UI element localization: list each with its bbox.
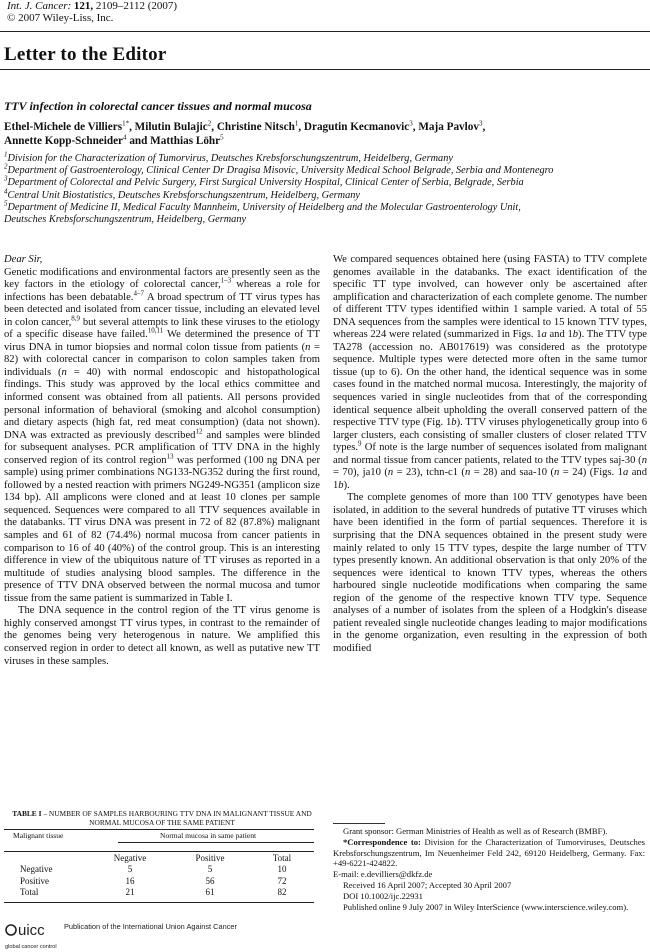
author-affiliation-marker: 1*	[122, 119, 130, 128]
table-cell: 72	[277, 875, 287, 886]
table-cell: 56	[205, 875, 215, 886]
author-name: Ethel-Michele de Villiers	[4, 121, 123, 133]
body-paragraph: The DNA sequence in the control region of the TT virus genome is highly conserved amongst TT virus types, in contrast to the remainder of the genomes being very heterogenous in nature. We amplified this conserved region in order to detect all known, as well as putative new TT viruses in these samples.	[4, 605, 320, 667]
article-title: TTV infection in colorectal cancer tissues and normal mucosa	[4, 99, 312, 113]
table-head-malignant: Malignant tissue	[13, 831, 64, 840]
publication-line: Publication of the International Union Against Cancer	[64, 922, 237, 931]
salutation: Dear Sir,	[4, 254, 43, 265]
correspondence-text: Division for the Characterization of Tumorviruses, Deutsches Krebsforschungszentrum, Im Neuenheimer Feld 242, 69120 Heidelberg, Germany. Fax: +49-6221-424822.	[333, 836, 645, 869]
affiliation-list	[4, 150, 649, 226]
author-list: Ethel-Michele de Villiers$^{1*}$, Milutin Bulajic$^2$, Christine Nitsch$^1$, Dragutin Kecmanovic$^3$, Maja Pavlov$^3$, Annette Kopp-Schneider$^4$ and Matthias Löhr$^5$	[4, 119, 486, 147]
right-column	[333, 254, 647, 656]
author-name: Dragutin Kecmanovic	[303, 121, 410, 133]
table-row-label: Negative	[20, 864, 53, 874]
table-column-header: Negative	[113, 853, 147, 863]
affiliation: $^5$Department of Medicine II, Medical Faculty Mannheim, University of Heidelberg and the Molecular Gastroenterology Unit,	[4, 199, 521, 213]
author-affiliation-marker: 1	[294, 119, 299, 128]
section-title: Letter to the Editor	[4, 44, 167, 65]
doi-footnote: DOI 10.1002/ijc.22931	[343, 890, 423, 901]
journal-name: Int. J. Cancer:	[7, 0, 72, 12]
table-cell: 16	[125, 875, 135, 886]
table-title: – NUMBER OF SAMPLES HARBOURING TTV DNA IN MALIGNANT TISSUE AND NORMAL MUCOSA OF THE SAME PATIENT	[43, 809, 312, 827]
correspondence-label: *Correspondence to:	[343, 836, 421, 847]
table-cell: 10	[277, 864, 287, 874]
body-paragraph: The complete genomes of more than 100 TTV genotypes have been isolated, in addition to the several hundreds of putative TT viruses which have been identified in the form of partial sequences. Therefore it is surprising that the DNA sequences obtained in the present study were mainly related to only 15 TTV types, despite the large number of TTV types presently known. An additional observation is that only 20% of the sequences were identical to known TTV types, whereas the others harboured single nucleotide modifications when comparing the same region of the genome of the respective known TTV type. Sequence analyses of a number of isolates from the spleen of a Hodgkin's disease patient revealed single nucleotide changes leading to major modifications in the genome organization, even resulting in the expression of both modified	[333, 492, 647, 654]
footnote-rule	[333, 823, 385, 824]
left-column	[4, 254, 320, 668]
table-row-label: Positive	[20, 875, 50, 886]
table-cell: 21	[125, 887, 135, 897]
logo-subtitle: global cancer control	[5, 944, 57, 950]
uicc-logo	[4, 918, 60, 952]
body-paragraph: Genetic modifications and environmental factors are presently seen as the key factors in the etiology of colorectal cancer,$^{1-3}$ whereas a role for infections has been debatable.$^{4-7}$ A broad spectrum of TT virus types has been detected and isolated from cancer tissue, including an elevated level in colon cancer,$^{8,9}$ but several attempts to link these viruses to the etiology of a specific disease have failed.$^{10,11}$ We determined the presence of TT virus DNA in tumor biopsies and normal colon tissue from patients (n = 82) with colorectal cancer in comparison to colon samples taken from individuals (n = 40) with normal endoscopic and histopathological findings. This study was approved by the local ethics committee and informed consent was obtained from all patients. All persons provided personal information of behavioral (smoking and alcohol consumption) and dietary aspects (high fat, red meat consumption) (data not shown). DNA was extracted as previously described$^{12}$ and samples were blinded for subsequent analyses. PCR amplification of TTV DNA in the highly conserved region of its control region$^{13}$ was performed (100 ng DNA per sample) using primer combinations NG133-NG352 during the first round, followed by a nested reaction with primers NG249-NG351 (amplicon size 134 bp). All amplicons were cloned and at least 10 clones per sample sequenced. Sequences were compared to all TTV sequences available in the databanks. TT virus DNA was present in 72 of 82 (87.8%) malignant samples and 61 of 82 (74.4%) normal mucosa from cancer patients in comparison to 16 of 40 (40%) of the control group. This is an interesting difference in view of the ubiquitous nature of TT viruses as reported in a multitude of studies analysing blood samples. The difference in the presence of TTV DNA observed between the normal mucosa and tumor tissue from the same patient is summarized in Table I.	[4, 266, 321, 604]
table-cell: 82	[277, 887, 287, 897]
email-footnote: E-mail: e.devilliers@dkfz.de	[333, 869, 433, 880]
journal-copyright: © 2007 Wiley-Liss, Inc.	[7, 12, 114, 24]
body-paragraph: We compared sequences obtained here (using FASTA) to TTV complete genomes available in the databanks. The exact identification of the specific TT type involved, can however only be ascertained after amplification and characterization of each complete genome. The number of different TTV types identified within 1 sample varied. A total of 55 DNA sequences from the samples were identical to 15 known TTV types, whereas 224 were related (summarized in Figs. 1a and 1b). The TTV type TA278 (accession no. AB017619) was considered as the prototype sequence. Multiple types were detected more often in the same tumor tissue (up to 6). On the other hand, the identical sequence was in some cases found in the matched normal mucosa. Interestingly, the majority of sequences varied in single nucleotides from that of the corresponding identical sequence albeit upholding the overall conserved pattern of the respective TTV type (Fig. 1b). TTV viruses phylogenetically group into 6 larger clusters, each consisting of smaller clusters of closer related TTV types.$^9$ Of note is the large number of sequences isolated from malignant and normal tissue from cancer patients, related to the TTV types saj-30 (n = 70), ja10 (n = 23), tchn-c1 (n = 28) and saa-10 (n = 24) (Figs. 1a and 1b).	[333, 254, 647, 491]
correspondence-footnote	[333, 837, 645, 869]
table-cell: 61	[205, 887, 215, 897]
author-name: Matthias Löhr	[150, 134, 221, 147]
table-column-header: Positive	[195, 853, 225, 863]
table-column-header: Total	[272, 853, 292, 863]
author-affiliation-marker: 5	[220, 132, 224, 141]
author-name: Maja Pavlov	[418, 121, 479, 133]
uicc-logo-icon	[4, 918, 60, 952]
logo-mark-text: uicc	[18, 922, 45, 939]
table-group-rule	[118, 842, 314, 843]
table-rule-top	[4, 829, 314, 830]
table-cell: 5	[207, 864, 213, 874]
table-caption	[4, 810, 320, 827]
affiliation: $^1$Division for the Characterization of Tumorvirus, Deutsches Krebsforschungszentrum, Heidelberg, Germany	[4, 150, 453, 164]
affiliation: $^3$Department of Colorectal and Pelvic Surgery, First Surgical University Hospital, Clinical Center of Serbia, Belgrade, Serbia	[4, 174, 524, 189]
author-affiliation-marker: 4	[123, 132, 127, 141]
author-affiliation-marker: 3	[478, 119, 483, 128]
author-name: Annette Kopp-Schneider	[4, 134, 124, 147]
table-label: TABLE I	[12, 809, 42, 818]
journal-volume: 121,	[73, 0, 94, 12]
author-name: Milutin Bulajic	[134, 121, 208, 133]
header-rule-bottom	[0, 69, 650, 70]
author-affiliation-marker: 3	[409, 119, 413, 128]
grant-footnote: Grant sponsor: German Ministries of Health as well as of Research (BMBF).	[343, 826, 608, 836]
table-head-normal-mucosa: Normal mucosa in same patient	[160, 831, 257, 840]
header-rule-top	[0, 31, 650, 32]
received-footnote: Received 16 April 2007; Accepted 30 April 2007	[343, 879, 512, 890]
published-footnote: Published online 9 July 2007 in Wiley InterScience (www.interscience.wiley.com).	[343, 901, 629, 912]
table-rule-header	[4, 851, 314, 852]
affiliation: $^2$Department of Gastroenterology, Clinical Center Dr Dragisa Misovic, University Medical School Belgrade, Serbia and Montenegro	[4, 162, 554, 177]
footnotes	[333, 826, 645, 912]
journal-pages: 2109–2112 (2007)	[95, 0, 178, 12]
table-rule-bottom	[4, 902, 314, 903]
author-name: Christine Nitsch	[216, 121, 295, 133]
table-row-label: Total	[20, 887, 39, 897]
author-affiliation-marker: 2	[207, 119, 212, 128]
journal-citation	[7, 0, 177, 24]
affiliation: $^4$Central Unit Biostatistics, Deutsches Krebsforschungszentrum, Heidelberg, Germany	[4, 187, 360, 201]
affiliation: Deutsches Krebsforschungszentrum, Heidelberg, Germany	[4, 214, 247, 226]
table-cell: 5	[127, 864, 133, 874]
